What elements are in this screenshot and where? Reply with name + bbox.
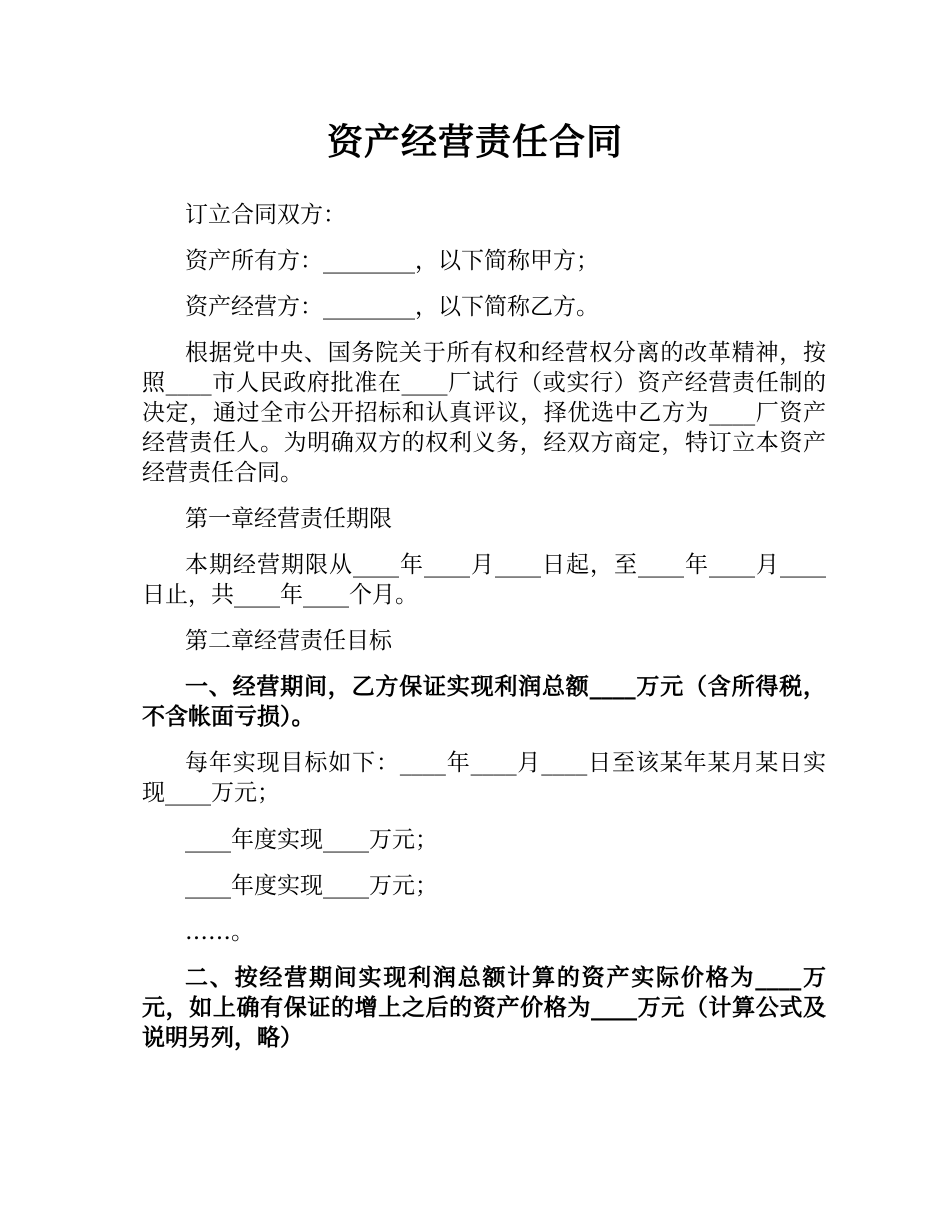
paragraph-parties-intro: 订立合同双方： — [185, 202, 346, 228]
paragraph-party-b: 资产经营方：________，以下简称乙方。 — [185, 294, 599, 320]
paragraph-preamble: 根据党中央、国务院关于所有权和经营权分离的改革精神，按照____市人民政府批准在____厂试行（或实行）资产经营责任制的决定，通过全市公开招标和认真评议，择优选中乙方为____厂资产经营责任人。为明确双方的权利义务，经双方商定，特订立本资产经营责任合同。 — [142, 340, 826, 486]
paragraph-party-a: 资产所有方：________，以下简称甲方； — [185, 248, 599, 274]
paragraph-annual-target-row-2: ____年度实现____万元； — [185, 873, 438, 899]
clause-1-profit-target: 一、经营期间，乙方保证实现利润总额____万元（含所得税，不含帐面亏损）。 — [142, 673, 826, 730]
clause-2-asset-price: 二、按经营期间实现利润总额计算的资产实际价格为____万元，如上确有保证的增上之后的资产价格为____万元（计算公式及说明另列，略） — [142, 964, 826, 1051]
chapter-heading-1: 第一章经营责任期限 — [185, 506, 392, 532]
document-body — [142, 200, 826, 1069]
paragraph-annual-target-row-1: ____年度实现____万元； — [185, 827, 438, 853]
document-title: 资产经营责任合同 — [326, 121, 623, 163]
paragraph-ellipsis: ……。 — [185, 919, 254, 945]
paragraph-annual-targets: 每年实现目标如下：____年____月____日至该某年某月某日实现____万元； — [142, 750, 826, 806]
chapter-heading-2: 第二章经营责任目标 — [185, 628, 392, 654]
paragraph-term: 本期经营期限从____年____月____日起，至____年____月____日止，共____年____个月。 — [142, 552, 826, 608]
